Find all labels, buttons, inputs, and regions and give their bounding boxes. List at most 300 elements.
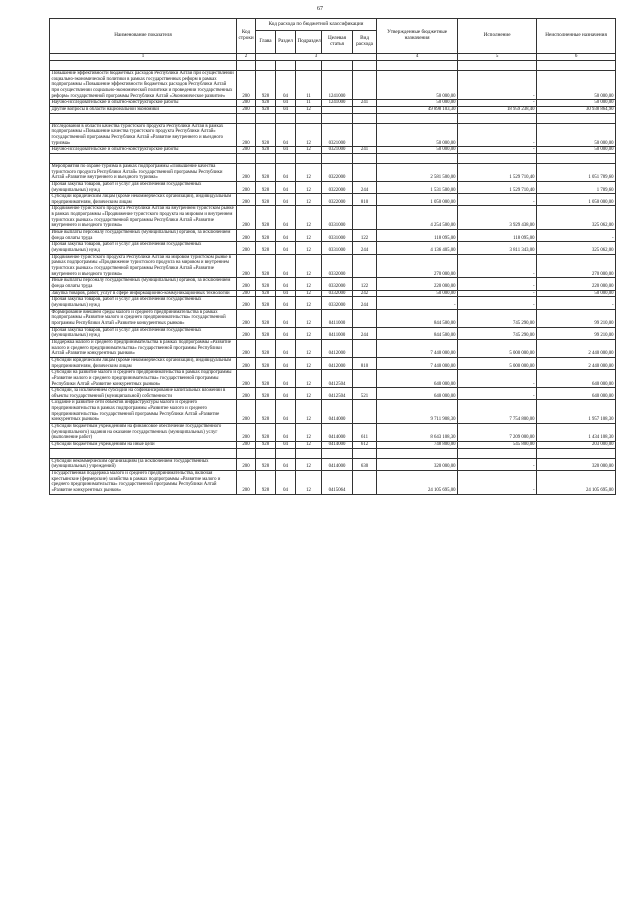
table-row: [50, 297, 616, 309]
row-subsection: 12: [296, 230, 322, 242]
col-subsection-header: Подраздел: [296, 31, 322, 54]
row-unexecuted: 99 210,00: [537, 309, 616, 327]
row-name: Прочая закупка товаров, работ и услуг для обеспечения государственных (муниципальных) нужд: [50, 327, 237, 339]
row-chapter: 928: [256, 242, 276, 254]
row-budget: 50 000,00: [377, 147, 458, 154]
row-code: 200: [237, 106, 256, 113]
row-budget: 7 440 000,00: [377, 357, 458, 369]
row-unexecuted: 50 000,00: [537, 123, 616, 147]
row-executed: -: [458, 471, 537, 495]
row-target: 0331000: [322, 206, 353, 230]
row-section: 04: [276, 194, 296, 206]
row-target: 0415064: [322, 471, 353, 495]
row-name: Формирование внешней среды малого и среднего предпринимательства в рамках подпрограммы «Развитие малого и среднего предпринимательства» государственной программы Республики Алтай «Развитие конкурентных рынков»: [50, 309, 237, 327]
row-code: 200: [237, 458, 256, 470]
row-name: Научно-исследовательские и опытно-конструкторские работы: [50, 147, 237, 154]
row-executed: 745 290,00: [458, 327, 537, 339]
row-target: 0411000: [322, 309, 353, 327]
row-section: 04: [276, 424, 296, 442]
row-section: 04: [276, 471, 296, 495]
row-subsection: 12: [296, 388, 322, 400]
row-expense-type: [353, 400, 377, 424]
row-subsection: 12: [296, 206, 322, 230]
row-target: 0321000: [322, 147, 353, 154]
row-expense-type: 630: [353, 458, 377, 470]
col-number: 1: [50, 54, 237, 61]
row-budget: 640 000,00: [377, 370, 458, 388]
table-row: [50, 100, 616, 107]
spacer-cell: [537, 61, 616, 71]
spacer-cell: [353, 153, 377, 163]
spacer-cell: [377, 448, 458, 458]
col-unexecuted-header: Неисполненные назначения: [537, 19, 616, 54]
spacer-cell: [353, 448, 377, 458]
row-unexecuted: 1 434 108,30: [537, 424, 616, 442]
row-expense-type: 241: [353, 100, 377, 107]
row-executed: -: [458, 254, 537, 278]
col-target-header: Целевая статья: [322, 31, 353, 54]
spacer-cell: [276, 113, 296, 123]
row-budget: 1 050 000,00: [377, 194, 458, 206]
row-expense-type: 241: [353, 147, 377, 154]
row-executed: -: [458, 278, 537, 290]
row-target: 0322000: [322, 163, 353, 181]
row-code: 200: [237, 123, 256, 147]
table-row: [50, 242, 616, 254]
row-budget: 4 136 405,00: [377, 242, 458, 254]
row-target: 0414000: [322, 458, 353, 470]
spacer-cell: [458, 448, 537, 458]
table-row: [50, 471, 616, 495]
col-section-header: Раздел: [276, 31, 296, 54]
row-subsection: 12: [296, 458, 322, 470]
row-budget: 844 500,00: [377, 309, 458, 327]
row-code: 200: [237, 242, 256, 254]
row-target: 0331000: [322, 242, 353, 254]
spacer-cell: [458, 113, 537, 123]
row-section: 04: [276, 254, 296, 278]
row-name: Государственная поддержка малого и среднего предпринимательства, включая крестьянские (фермерские) хозяйства в рамках подпрограммы «Развитие малого и среднего предпринимательства» государственной программы Республики Алтай «Развитие конкурентных рынков»: [50, 471, 237, 495]
row-code: 200: [237, 163, 256, 181]
row-name: Научно-исследовательские и опытно-конструкторские работы: [50, 100, 237, 107]
row-code: 200: [237, 339, 256, 357]
spacer-cell: [537, 448, 616, 458]
row-unexecuted: 50 000,00: [537, 100, 616, 107]
row-expense-type: 244: [353, 327, 377, 339]
table-row: [50, 181, 616, 193]
spacer-row: [50, 153, 616, 163]
row-name: Исследования в области качества туристского продукта Республики Алтай в рамках подпрограммы «Повышение качества туристского продукта Республики Алтай» государственной программы Республики Алтай «Развитие внутреннего и въездного туризма»: [50, 123, 237, 147]
row-budget: 50 000,00: [377, 123, 458, 147]
row-chapter: 928: [256, 297, 276, 309]
row-budget: 8 643 108,30: [377, 424, 458, 442]
col-number: 5: [458, 54, 537, 61]
row-code: 200: [237, 278, 256, 290]
row-expense-type: 244: [353, 242, 377, 254]
row-expense-type: [353, 106, 377, 113]
row-section: 04: [276, 71, 296, 100]
col-name-header: Наименование показателя: [50, 19, 237, 54]
row-unexecuted: 325 062,00: [537, 206, 616, 230]
col-number: 6: [537, 54, 616, 61]
row-unexecuted: 30 938 864,90: [537, 106, 616, 113]
row-chapter: 928: [256, 181, 276, 193]
table-row: [50, 123, 616, 147]
row-code: 200: [237, 147, 256, 154]
row-name: Субсидии бюджетным учреждениям на финансовое обеспечение государственного (муниципального) задания на оказание государственных (муниципальных) услуг (выполнение работ): [50, 424, 237, 442]
row-budget: 270 000,00: [377, 254, 458, 278]
row-target: 1241000: [322, 100, 353, 107]
row-expense-type: [353, 123, 377, 147]
row-executed: -: [458, 388, 537, 400]
row-chapter: 928: [256, 370, 276, 388]
row-executed: 118 095,00: [458, 230, 537, 242]
row-chapter: 928: [256, 106, 276, 113]
spacer-cell: [256, 113, 276, 123]
row-executed: 7 754 800,00: [458, 400, 537, 424]
table-row: [50, 163, 616, 181]
row-subsection: 12: [296, 357, 322, 369]
table-row: [50, 206, 616, 230]
table-row: [50, 442, 616, 449]
table-row: [50, 309, 616, 327]
row-expense-type: 612: [353, 442, 377, 449]
row-target: 0332000: [322, 297, 353, 309]
row-unexecuted: 2 440 000,00: [537, 339, 616, 357]
spacer-cell: [322, 113, 353, 123]
row-chapter: 928: [256, 147, 276, 154]
row-name: Иные выплаты персоналу государственных (муниципальных) органов, за исключением фонда оплаты труда: [50, 230, 237, 242]
row-unexecuted: -: [537, 230, 616, 242]
row-subsection: 12: [296, 181, 322, 193]
row-unexecuted: 2 440 000,00: [537, 357, 616, 369]
table-row: [50, 327, 616, 339]
row-executed: 5 000 000,00: [458, 357, 537, 369]
spacer-cell: [296, 113, 322, 123]
row-subsection: 12: [296, 290, 322, 297]
row-unexecuted: 1 789,60: [537, 181, 616, 193]
spacer-cell: [322, 153, 353, 163]
row-code: 200: [237, 100, 256, 107]
row-expense-type: [353, 254, 377, 278]
row-expense-type: 810: [353, 357, 377, 369]
row-target: 0332000: [322, 278, 353, 290]
row-budget: 50 000,00: [377, 290, 458, 297]
row-section: 04: [276, 230, 296, 242]
row-name: Продвижение туристского продукта Республики Алтай на мировом туристском рынке в рамках подпрограммы «Продвижение туристского продукта на мировом и внутреннем туристских рынках» государственной программы Республики Алтай «Развитие внутреннего и въездного туризма»: [50, 254, 237, 278]
row-chapter: 928: [256, 278, 276, 290]
row-expense-type: [353, 309, 377, 327]
row-executed: -: [458, 147, 537, 154]
row-code: 200: [237, 370, 256, 388]
row-target: 0412504: [322, 370, 353, 388]
row-chapter: 928: [256, 458, 276, 470]
row-unexecuted: 270 000,00: [537, 254, 616, 278]
row-chapter: 928: [256, 163, 276, 181]
spacer-cell: [537, 113, 616, 123]
row-expense-type: 122: [353, 278, 377, 290]
row-code: 200: [237, 181, 256, 193]
row-chapter: 928: [256, 471, 276, 495]
row-subsection: 12: [296, 242, 322, 254]
table-row: [50, 290, 616, 297]
spacer-cell: [353, 61, 377, 71]
spacer-cell: [237, 61, 256, 71]
row-name: Создание и развитие сети объектов инфраструктуры малого и среднего предпринимательства в рамках подпрограммы «Развитие малого и среднего предпринимательства» государственной программы Республики Алтай «Развитие конкурентных рынков»: [50, 400, 237, 424]
spacer-cell: [50, 113, 237, 123]
row-code: 200: [237, 388, 256, 400]
row-code: 200: [237, 471, 256, 495]
row-subsection: 11: [296, 100, 322, 107]
row-budget: 50 000,00: [377, 71, 458, 100]
row-subsection: 12: [296, 309, 322, 327]
spacer-cell: [377, 61, 458, 71]
spacer-cell: [237, 113, 256, 123]
row-subsection: 12: [296, 424, 322, 442]
table-row: [50, 370, 616, 388]
row-unexecuted: 1 051 789,60: [537, 163, 616, 181]
row-section: 04: [276, 458, 296, 470]
row-name: Субсидии на развитие малого и среднего предпринимательства в рамках подпрограммы «Развитие малого и среднего предпринимательства» государственной программы Республики Алтай «Развитие конкурентных рынков»: [50, 370, 237, 388]
row-budget: 2 581 500,00: [377, 163, 458, 181]
row-executed: -: [458, 297, 537, 309]
col-expense-type-header: Вид расхода: [353, 31, 377, 54]
row-code: 200: [237, 71, 256, 100]
row-subsection: 12: [296, 400, 322, 424]
row-budget: 7 440 000,00: [377, 339, 458, 357]
row-chapter: 928: [256, 424, 276, 442]
spacer-cell: [237, 448, 256, 458]
row-chapter: 928: [256, 357, 276, 369]
row-executed: -: [458, 370, 537, 388]
row-executed: 7 209 000,00: [458, 424, 537, 442]
row-code: 200: [237, 206, 256, 230]
row-section: 04: [276, 290, 296, 297]
col-budget-header: Утвержденные бюджетные назначения: [377, 19, 458, 54]
row-chapter: 928: [256, 194, 276, 206]
table-body: [50, 61, 616, 495]
row-section: 04: [276, 442, 296, 449]
table-row: [50, 339, 616, 357]
row-expense-type: [353, 370, 377, 388]
row-section: 04: [276, 278, 296, 290]
row-subsection: 12: [296, 194, 322, 206]
spacer-cell: [50, 153, 237, 163]
row-unexecuted: 24 105 695,00: [537, 471, 616, 495]
row-chapter: 928: [256, 100, 276, 107]
spacer-cell: [276, 448, 296, 458]
row-subsection: 12: [296, 123, 322, 147]
row-target: 0414000: [322, 424, 353, 442]
row-unexecuted: 220 000,00: [537, 278, 616, 290]
row-name: Субсидии, за исключением субсидий на софинансирование капитальных вложений в объекты государственной (муниципальной) собственности: [50, 388, 237, 400]
row-name: Продвижение туристского продукта Республики Алтай на внутреннем туристском рынке в рамках подпрограммы «Продвижение туристского продукта на мировом и внутреннем туристских рынках» государственной программы Республики Алтай «Развитие внутреннего и въездного туризма»: [50, 206, 237, 230]
row-name: Поддержка малого и среднего предпринимательства в рамках подпрограммы «Развитие малого и среднего предпринимательства» государственной программы Республики Алтай «Развитие конкурентных рынков»: [50, 339, 237, 357]
row-chapter: 928: [256, 339, 276, 357]
spacer-cell: [458, 61, 537, 71]
row-unexecuted: 320 000,00: [537, 458, 616, 470]
row-section: 04: [276, 339, 296, 357]
row-subsection: 12: [296, 163, 322, 181]
table-row: [50, 400, 616, 424]
row-expense-type: 244: [353, 297, 377, 309]
row-budget: 9 711 908,30: [377, 400, 458, 424]
table-row: [50, 254, 616, 278]
row-expense-type: 242: [353, 290, 377, 297]
row-budget: 844 500,00: [377, 327, 458, 339]
row-target: 0322000: [322, 194, 353, 206]
row-section: 04: [276, 100, 296, 107]
row-section: 04: [276, 370, 296, 388]
row-budget: 220 000,00: [377, 278, 458, 290]
row-code: 200: [237, 357, 256, 369]
row-expense-type: [353, 471, 377, 495]
row-section: 04: [276, 327, 296, 339]
row-section: 04: [276, 206, 296, 230]
table-row: [50, 194, 616, 206]
row-chapter: 928: [256, 309, 276, 327]
table-row: [50, 230, 616, 242]
row-target: 0332000: [322, 290, 353, 297]
row-section: 04: [276, 242, 296, 254]
row-executed: -: [458, 458, 537, 470]
row-executed: 545 800,00: [458, 442, 537, 449]
row-code: 200: [237, 254, 256, 278]
row-expense-type: [353, 339, 377, 357]
row-unexecuted: 640 000,00: [537, 370, 616, 388]
row-target: 0412000: [322, 339, 353, 357]
row-budget: 4 254 500,00: [377, 206, 458, 230]
row-unexecuted: 325 062,00: [537, 242, 616, 254]
row-executed: 1 529 710,40: [458, 181, 537, 193]
row-name: Прочая закупка товаров, работ и услуг для обеспечения государственных (муниципальных) нужд: [50, 181, 237, 193]
row-expense-type: [353, 163, 377, 181]
row-executed: -: [458, 71, 537, 100]
row-chapter: 928: [256, 206, 276, 230]
row-target: 0412000: [322, 357, 353, 369]
row-chapter: 928: [256, 442, 276, 449]
row-budget: 748 800,00: [377, 442, 458, 449]
col-executed-header: Исполнение: [458, 19, 537, 54]
row-target: 0412504: [322, 388, 353, 400]
row-subsection: 12: [296, 471, 322, 495]
row-expense-type: 810: [353, 194, 377, 206]
row-executed: -: [458, 194, 537, 206]
spacer-cell: [50, 61, 237, 71]
row-name: Прочая закупка товаров, работ и услуг для обеспечения государственных (муниципальных) нужд: [50, 242, 237, 254]
col-number: 4: [377, 54, 458, 61]
spacer-cell: [377, 153, 458, 163]
row-chapter: 928: [256, 290, 276, 297]
spacer-cell: [256, 153, 276, 163]
row-executed: 3 929 438,00: [458, 206, 537, 230]
row-name: Субсидии юридическим лицам (кроме некоммерческих организаций), индивидуальным предпринимателям, физическим лицам: [50, 357, 237, 369]
spacer-cell: [377, 113, 458, 123]
row-target: 0411000: [322, 327, 353, 339]
row-unexecuted: 640 000,00: [537, 388, 616, 400]
row-budget: -: [377, 297, 458, 309]
row-code: 200: [237, 194, 256, 206]
row-name: Субсидии юридическим лицам (кроме некоммерческих организаций), индивидуальным предпринимателям, физическим лицам: [50, 194, 237, 206]
row-budget: 49 898 103,30: [377, 106, 458, 113]
row-unexecuted: -: [537, 297, 616, 309]
row-section: 04: [276, 297, 296, 309]
row-subsection: 12: [296, 254, 322, 278]
row-target: 0331000: [322, 230, 353, 242]
row-executed: 18 959 238,40: [458, 106, 537, 113]
row-target: 0414000: [322, 400, 353, 424]
row-expense-type: 611: [353, 424, 377, 442]
spacer-cell: [296, 448, 322, 458]
row-target: 0322000: [322, 181, 353, 193]
row-code: 200: [237, 424, 256, 442]
row-budget: 118 095,00: [377, 230, 458, 242]
row-budget: 1 531 500,00: [377, 181, 458, 193]
row-subsection: 12: [296, 442, 322, 449]
row-chapter: 928: [256, 400, 276, 424]
row-section: 04: [276, 123, 296, 147]
row-name: Повышение эффективности бюджетных расходов Республики Алтай при осуществлении социально-экономической политики в рамках государственных реформ в рамках подпрограммы «Повышение эффективности бюджетных расходов Республики Алтай при осуществлении социально-экономической политики и проведении государственных реформ» государственной программы Республики Алтай «Экономическое развитие»: [50, 71, 237, 100]
row-name: Мероприятия по охране туризма в рамках подпрограммы «Повышение качества туристского продукта Республики Алтай» государственной программы Республики Алтай «Развитие внутреннего и въездного туризма»: [50, 163, 237, 181]
row-unexecuted: 203 000,00: [537, 442, 616, 449]
row-code: 200: [237, 400, 256, 424]
spacer-cell: [537, 153, 616, 163]
row-subsection: 12: [296, 147, 322, 154]
row-executed: 3 811 343,00: [458, 242, 537, 254]
row-executed: -: [458, 100, 537, 107]
row-chapter: 928: [256, 327, 276, 339]
row-section: 04: [276, 400, 296, 424]
row-code: 200: [237, 309, 256, 327]
spacer-cell: [296, 61, 322, 71]
col-number: 3: [256, 54, 377, 61]
row-expense-type: 521: [353, 388, 377, 400]
row-executed: 5 000 000,00: [458, 339, 537, 357]
row-section: 04: [276, 388, 296, 400]
row-chapter: 928: [256, 71, 276, 100]
spacer-cell: [296, 153, 322, 163]
col-chapter-header: Глава: [256, 31, 276, 54]
spacer-cell: [322, 61, 353, 71]
row-code: 200: [237, 290, 256, 297]
row-section: 04: [276, 181, 296, 193]
row-unexecuted: 50 000,00: [537, 290, 616, 297]
row-name: Субсидии некоммерческим организациям (за исключением государственных (муниципальных) учреждений): [50, 458, 237, 470]
page-number: 67: [317, 6, 323, 12]
spacer-cell: [256, 61, 276, 71]
row-executed: -: [458, 290, 537, 297]
row-name: Иные выплаты персоналу государственных (муниципальных) органов, за исключением фонда оплаты труда: [50, 278, 237, 290]
row-target: 0414000: [322, 442, 353, 449]
row-section: 04: [276, 309, 296, 327]
row-chapter: 928: [256, 388, 276, 400]
row-unexecuted: 99 210,00: [537, 327, 616, 339]
row-target: 1241000: [322, 71, 353, 100]
row-chapter: 928: [256, 254, 276, 278]
col-classification-header: Код расхода по бюджетной классификации: [256, 19, 377, 31]
row-executed: 745 290,00: [458, 309, 537, 327]
row-name: Прочая закупка товаров, работ и услуг для обеспечения государственных (муниципальных) нужд: [50, 297, 237, 309]
table-row: [50, 388, 616, 400]
spacer-cell: [353, 113, 377, 123]
table-row: [50, 357, 616, 369]
row-expense-type: 244: [353, 181, 377, 193]
row-budget: 320 000,00: [377, 458, 458, 470]
table-row: [50, 106, 616, 113]
row-chapter: 928: [256, 123, 276, 147]
row-subsection: 12: [296, 297, 322, 309]
col-number: 2: [237, 54, 256, 61]
